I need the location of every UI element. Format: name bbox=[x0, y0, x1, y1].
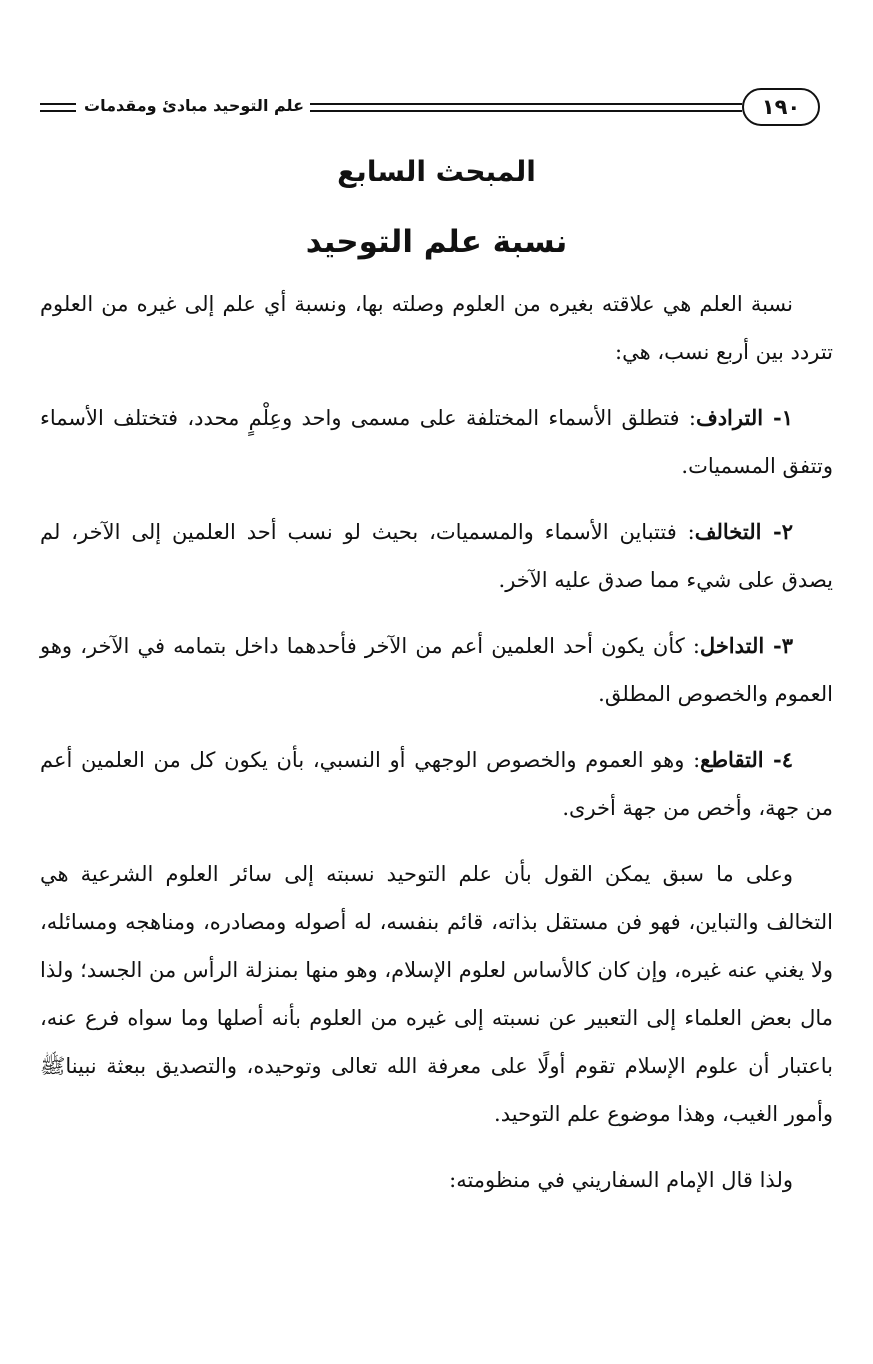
header-rule-left bbox=[40, 103, 76, 112]
item-number: ٤- bbox=[763, 747, 793, 772]
section-label: المبحث السابع bbox=[337, 155, 536, 188]
item-term: التداخل bbox=[699, 633, 765, 658]
item-term: التقاطع bbox=[700, 747, 764, 772]
running-title: علم التوحيد مبادئ ومقدمات bbox=[84, 96, 304, 115]
item-term: التخالف bbox=[694, 519, 762, 544]
page-number: ١٩٠ bbox=[742, 88, 820, 126]
item-text: : كأن يكون أحد العلمين أعم من الآخر فأحدهما داخل بتمامه في الآخر، وهو العموم والخصوص المطلق. bbox=[40, 634, 833, 706]
intro-paragraph: نسبة العلم هي علاقته بغيره من العلوم وصلته بها، ونسبة أي علم إلى غيره من العلوم تتردد بين أربع نسب، هي: bbox=[40, 292, 833, 364]
item-text: : فتطلق الأسماء المختلفة على مسمى واحد وعِلْمٍ محدد، فتختلف الأسماء وتتفق المسميات. bbox=[40, 406, 833, 478]
closing-line: ولذا قال الإمام السفاريني في منظومته: bbox=[449, 1168, 793, 1192]
conclusion-paragraph: وعلى ما سبق يمكن القول بأن علم التوحيد نسبته إلى سائر العلوم الشرعية هي التخالف والتباين، فهو فن مستقل بذاته، قائم بنفسه، له أصوله ومصادره، ومناهجه ومسائله، ولا يغني عنه غيره، وإن كان كالأساس لعلوم الإسلام، وهو منها بمنزلة الرأس من الجسد؛ ولذا مال بعض العلماء إلى التعبير عن نسبته إلى غيره من العلوم بأنه أصلها وما سواه فرع عنه، باعتبار أن علوم الإسلام تقوم أولًا على معرفة الله تعالى وتوحيده، والتصديق ببعثة نبيناﷺ وأمور الغيب، وهذا موضوع علم التوحيد. bbox=[40, 862, 833, 1126]
list-item bbox=[40, 508, 833, 604]
list-item bbox=[40, 736, 833, 832]
item-text: : فتتباين الأسماء والمسميات، بحيث لو نسب أحد العلمين إلى الآخر، لم يصدق على شيء مما صدق عليه الآخر. bbox=[40, 520, 833, 592]
running-header bbox=[40, 88, 820, 132]
body-text bbox=[40, 280, 833, 1222]
item-number: ٢- bbox=[761, 519, 793, 544]
header-rule-right bbox=[310, 103, 742, 112]
item-number: ١- bbox=[763, 405, 793, 430]
item-term: الترادف bbox=[695, 405, 764, 430]
section-title: نسبة علم التوحيد bbox=[305, 224, 568, 260]
list-item bbox=[40, 394, 833, 490]
list-item bbox=[40, 622, 833, 718]
item-text: : وهو العموم والخصوص الوجهي أو النسبي، بأن يكون كل من العلمين أعم من جهة، وأخص من جهة أخرى. bbox=[40, 748, 833, 820]
item-number: ٣- bbox=[764, 633, 793, 658]
